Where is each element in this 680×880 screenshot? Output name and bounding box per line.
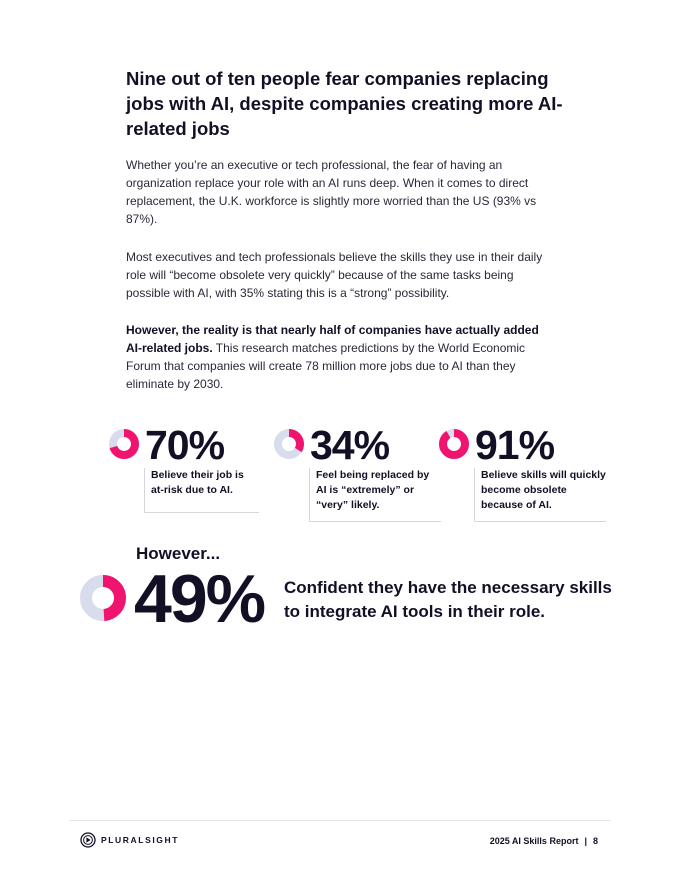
stat-value: 91% [475, 422, 555, 468]
highlight-caption: Confident they have the necessary skills to integrate AI tools in their role. [284, 578, 612, 621]
report-title: 2025 AI Skills Report [489, 836, 579, 846]
donut-chart-icon [273, 428, 305, 460]
page-heading: Nine out of ten people fear companies replacing jobs with AI, despite companies creating more AI-related jobs [126, 68, 563, 139]
donut-fill [443, 433, 465, 455]
skills-paragraph: Most executives and tech professionals believe the skills they use in their daily role will “become obsolete very quickly” because of the same tasks being possible with AI, with 35% stating this is a “strong” possibility. [126, 250, 543, 300]
stat-caption: Believe skills will quickly become obsolete because of AI. [474, 468, 606, 522]
however-label: However... [136, 544, 221, 563]
stat-caption: Believe their job is at-risk due to AI. [144, 468, 259, 513]
stat-caption: Feel being replaced by AI is “extremely” or “very” likely. [309, 468, 441, 522]
footer-separator: | [584, 836, 587, 846]
stat-value: 70% [145, 422, 225, 468]
reality-paragraph-rest: This research matches predictions by the World Economic Forum that companies will create 78 million more jobs due to AI than they eliminate by 2030. [126, 341, 526, 391]
highlight-value: 49% [134, 561, 265, 637]
footer-report-info [490, 835, 598, 847]
large-donut-chart-icon [79, 574, 127, 622]
reality-paragraph-bold: However, the reality is that nearly half of companies have actually added AI-related jobs. [126, 323, 539, 355]
page-number: 8 [592, 836, 598, 846]
donut-chart-icon [108, 428, 140, 460]
brand-wordmark: PLURALSIGHT [101, 835, 180, 845]
stat-value: 34% [310, 422, 390, 468]
pluralsight-play-icon [80, 832, 96, 848]
donut-chart-icon [438, 428, 470, 460]
intro-paragraph: Whether you’re an executive or tech professional, the fear of having an organization replace your role with an AI runs deep. When it comes to direct replacement, the U.K. workforce is slightly more worried than the US (93% vs 87%). [126, 158, 537, 226]
reality-paragraph [126, 321, 556, 393]
footer-divider [70, 820, 610, 821]
